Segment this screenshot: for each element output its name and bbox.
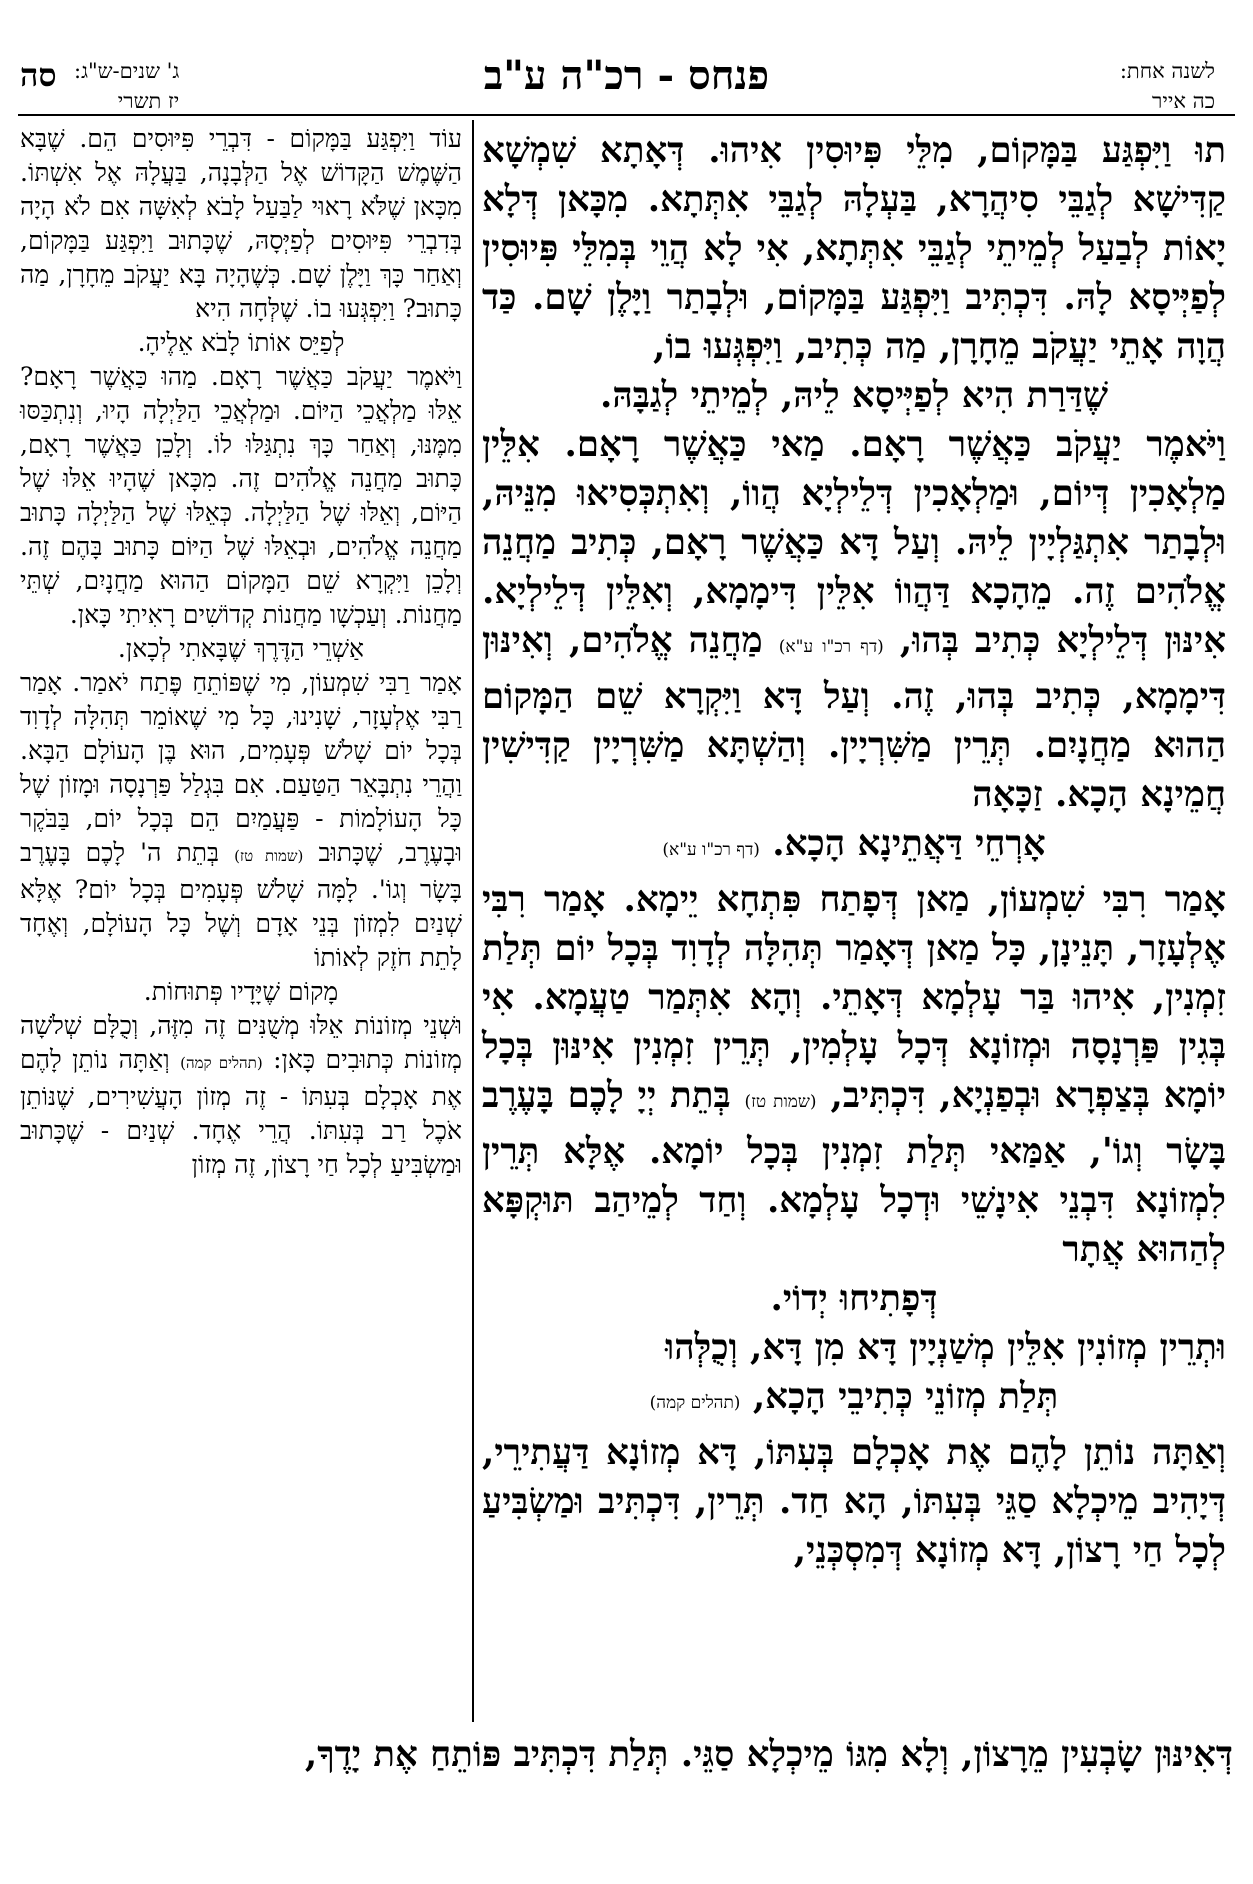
main-text-segment: וַיֹּאמֶר יַעֲקֹב כַּאֲשֶׁר רָאָם. מַאי כַּאֲשֶׁר רָאָם. אִלֵּין מַלְאָכִין דְּיוֹם, וּמַלְאָכִין דְּלֵילְיָא הֲווֹ, וְאִתְכְּסִיאוּ מִנֵּיהּ, וּלְבָתַר אִתְגַּלְיָין לֵיהּ. וְעַל דָּא כַּאֲשֶׁר רָאָם, כְּתִיב מַחֲנֵה אֱלֹהִים זֶה. מֵהָכָא דַּהֲווֹ אִלֵּין דִּימָמָא, וְאִלֵּין דְּלֵילְיָא. אִינּוּן דְּלֵילְיָא כְּתִיב בְּהוּ, <box>482 424 1226 661</box>
daf-reference: (דף רכ"ו ע"א) <box>778 637 884 657</box>
main-paragraph <box>482 1372 1226 1428</box>
verse-reference: (תהלים קמה) <box>180 1054 263 1072</box>
page-header <box>18 52 1235 114</box>
header-one-year-date: כה אייר <box>1152 89 1215 113</box>
main-paragraph <box>482 875 1226 1274</box>
side-paragraph: מָקוֹם שֶׁיָּדָיו פְּתוּחוֹת. <box>143 977 339 1006</box>
bottom-continuation-line: דְּאִינּוּן שָׂבְעִין מֵרָצוֹן, וְלָא מִגּוֹ מֵיכְלָא סַגֵּי. תְּלַת דִּכְתִּיב פּוֹתֵחַ אֶת יָדֶךָ, <box>304 1734 1233 1775</box>
header-one-year-label: לשנה אחת: <box>1119 59 1215 83</box>
side-paragraph: עוֹד וַיִּפְגַּע בַּמָּקוֹם - דִּבְרֵי פִּיּוּסִים הֵם. שֶׁבָּא הַשֶּׁמֶשׁ הַקָּדוֹשׁ אֶל הַלְּבָנָה, בַּעֲלָהּ אֶל אִשְׁתּוֹ. מִכָּאן שֶׁלֹּא רָאוּי לַבַּעַל לָבֹא לְאִשָּׁה אִם לֹא הָיָה בְּדִבְרֵי פִּיּוּסִים לְפַיְּסָהּ, שֶׁכָּתוּב וַיִּפְגַּע בַּמָּקוֹם, וְאַחַר כָּךְ וַיָּלֶן שָׁם. כְּשֶׁהָיָה בָּא יַעֲקֹב מֵחָרָן, מַה כָּתוּב? וַיִּפְגְּעוּ בוֹ. שֶׁלְּחָה הִיא <box>20 124 462 323</box>
main-paragraph <box>482 420 1226 819</box>
main-text-segment: בְּתֵת יְיָ לָכֶם בָּעֶרֶב בָּשָׂר וְגוֹ', אַמַּאי תְּלַת זִמְנִין בְּכָל יוֹמָא. אֶלָּא תְּרֵין לִמְזוֹנָא דִּבְנֵי אִינָשֵׁי וּדְכָל עָלְמָא. וְחַד לְמֵיהַב תּוּקְפָּא לְהַהוּא אֲתָר <box>482 1075 1226 1270</box>
main-paragraph: וּתְרֵין מְזוֹנִין אִלֵּין מְשַׁנְיָין דָּא מִן דָּא, וְכֻלְּהוּ <box>665 1327 1226 1368</box>
verse-reference: (שמות טז) <box>744 1092 817 1112</box>
page-title: פנחס - רכ"ה ע"ב <box>483 52 770 99</box>
column-divider <box>472 120 474 1722</box>
side-paragraph: וַיֹּאמֶר יַעֲקֹב כַּאֲשֶׁר רָאָם. מַהוּ כַּאֲשֶׁר רָאָם? אֵלּוּ מַלְאֲכֵי הַיּוֹם. וּמַלְאֲכֵי הַלַּיְלָה הָיוּ, וְנִתְכַּסּוּ מִמֶּנּוּ, וְאַחַר כָּךְ נִתְגַּלּוּ לוֹ. וְלָכֵן כַּאֲשֶׁר רָאָם, כָּתוּב מַחֲנֵה אֱלֹהִים זֶה. מִכָּאן שֶׁהָיוּ אֵלּוּ שֶׁל הַיּוֹם, וְאֵלּוּ שֶׁל הַלַּיְלָה. כְּאֵלּוּ שֶׁל הַלַּיְלָה כָּתוּב מַחֲנֵה אֱלֹהִים, וּבְאֵלּוּ שֶׁל הַיּוֹם כָּתוּב בָּהֶם זֶה. וְלָכֵן וַיִּקְרָא שֵׁם הַמָּקוֹם הַהוּא מַחֲנָיִם, שְׁתֵּי מַחֲנוֹת. וְעַכְשָׁו מַחֲנוֹת קְדוֹשִׁים רָאִיתִי כָּאן. <box>20 362 462 629</box>
side-text-segment: בְּתֵת ה' לָכֶם בָּעֶרֶב בָּשָׂר וְגוֹ'. לָמָּה שָׁלֹשׁ פְּעָמִים בְּכָל יוֹם? אֶלָּא שְׁנַיִם לִמְזוֹן בְּנֵי אָדָם וְשֶׁל כָּל הָעוֹלָם, וְאֶחָד לָתֵת חֹזֶק לְאוֹתוֹ <box>20 838 462 972</box>
side-text-segment: וּשְׁנֵי מְזוֹנוֹת אֵלּוּ מְשֻׁנִּים זֶה מִזֶּה, וְכֻלָּם שְׁלֹשָׁה מְזוֹנוֹת כְּתוּבִים כָּאן: <box>20 1011 462 1074</box>
main-paragraph: וְאַתָּה נוֹתֵן לָהֶם אֶת אָכְלָם בְּעִתּוֹ, דָּא מְזוֹנָא דַּעֲתִירֵי, דְּיָהִיב מֵיכְלָא סַגֵּי בְּעִתּוֹ, הָא חַד. תְּרֵין, דִּכְתִּיב וּמַשְׂבִּיעַ לְכָל חַי רָצוֹן, דָּא מְזוֹנָא דְּמִסְכְּנֵי, <box>482 1432 1226 1571</box>
side-paragraph <box>20 1009 462 1182</box>
page-number: סה <box>20 56 57 94</box>
main-aramaic-column <box>482 126 1226 1726</box>
main-paragraph <box>482 819 1226 875</box>
main-paragraph: שֶׁדַּרַת הִיא לְפַיְּיסָא לֵיהּ, לְמֵיתֵי לְגַבָּהּ. <box>600 375 1108 416</box>
side-paragraph <box>20 666 462 975</box>
side-text-segment: וְאַתָּה נוֹתֵן לָהֶם אֶת אָכְלָם בְּעִתּוֹ - זֶה מְזוֹן הָעֲשִׁירִים, שֶׁנּוֹתֵן אֹכֶל רַב בְּעִתּוֹ. הֲרֵי אֶחָד. שְׁנַיִם - שֶׁכָּתוּב וּמַשְׂבִּיעַ לְכָל חַי רָצוֹן, זֶה מְזוֹן <box>20 1045 462 1179</box>
header-rule <box>18 114 1235 116</box>
main-text-segment: אָרְחֵי דַּאֲתֵינָא הָכָא. <box>772 823 1046 864</box>
main-paragraph: דְּפָתִיחוּ יְדוֹי. <box>770 1278 938 1319</box>
verse-reference: (תהלים קמה) <box>649 1393 741 1413</box>
header-date-three-years <box>74 56 179 116</box>
header-three-years-label: ג' שנים-ש"ג: <box>74 59 180 83</box>
main-text-segment: מַחֲנֵה אֱלֹהִים, וְאִינּוּן דִּימָמָא, כְּתִיב בְּהוּ, זֶה. וְעַל דָּא וַיִּקְרָא שֵׁם הַמָּקוֹם הַהוּא מַחֲנָיִם. תְּרֵין מַשִּׁרְיָין. וְהַשְׁתָּא מַשִּׁרְיָין קַדִּישִׁין חֲמֵינָא הָכָא. זַכָּאָה <box>482 620 1226 815</box>
main-text-segment: אָמַר רִבִּי שִׁמְעוֹן, מַאן דְּפָתַח פִּתְחָא יֵימָא. אָמַר רִבִּי אֶלְעָזָר, תָּנֵינָן, כָּל מַאן דְּאָמַר תְּהִלָּה לְדָוִד בְּכָל יוֹם תְּלַת זִמְנִין, אִיהוּ בַּר עָלְמָא דְּאָתֵי. וְהָא אִתְּמַר טַעֲמָא. אִי בְּגִין פַּרְנָסָה וּמְזוֹנָא דְּכָל עָלְמִין, תְּרֵין זִמְנִין אִינּוּן בְּכָל יוֹמָא בְּצַפְרָא וּבְפַנְיָא, דִּכְתִּיב, <box>482 879 1227 1116</box>
main-text-segment: תְּלַת מְזוֹנֵי כְּתִיבֵי הָכָא, <box>752 1376 1059 1417</box>
verse-reference: (שמות טז) <box>234 847 304 865</box>
header-three-years-date: יז תשרי <box>117 89 180 113</box>
side-text-segment: אָמַר רַבִּי שִׁמְעוֹן, מִי שֶׁפּוֹתֵחַ פֶּתַח יֹאמַר. אָמַר רַבִּי אֶלְעָזָר, שָׁנִינוּ, כָּל מִי שֶׁאוֹמֵר תְּהִלָּה לְדָוִד בְּכָל יוֹם שָׁלֹשׁ פְּעָמִים, הוּא בֶּן הָעוֹלָם הַבָּא. וַהֲרֵי נִתְבָּאֵר הַטַּעַם. אִם בִּגְלַל פַּרְנָסָה וּמָזוֹן שֶׁל כָּל הָעוֹלָמוֹת - פַּעֲמַיִם הֵם בְּכָל יוֹם, בַּבֹּקֶר וּבָעֶרֶב, שֶׁכָּתוּב <box>20 668 462 867</box>
side-paragraph: אַשְׁרֵי הַדֶּרֶךְ שֶׁבָּאתִי לְכָאן. <box>117 634 365 663</box>
main-paragraph: תוּ וַיִּפְגַּע בַּמָּקוֹם, מִלֵּי פִּיוּסִין אִיהוּ. דְּאָתָא שִׁמְשָׁא קַדִּישָׁא לְגַבֵּי סִיהֲרָא, בַּעְלָהּ לְגַבֵּי אִתְּתָא. מִכָּאן דְּלָא יָאוֹת לְבַעַל לְמֵיתֵי לְגַבֵּי אִתְּתָא, אִי לָא הֲוֵי בְּמִלֵּי פִּיוּסִין לְפַיְּיסָא לָהּ. דִּכְתִּיב וַיִּפְגַּע בַּמָּקוֹם, וּלְבָתַר וַיָּלֶן שָׁם. כַּד הֲוָה אָתֵי יַעֲקֹב מֵחָרָן, מַה כְּתִיב, וַיִּפְגְּעוּ בוֹ, <box>482 130 1226 367</box>
hebrew-translation-column <box>20 122 462 1722</box>
daf-reference: (דף רכ"ו ע"א) <box>662 840 760 860</box>
side-paragraph: לְפַיֵּס אוֹתוֹ לָבֹא אֵלֶיהָ. <box>137 328 345 357</box>
